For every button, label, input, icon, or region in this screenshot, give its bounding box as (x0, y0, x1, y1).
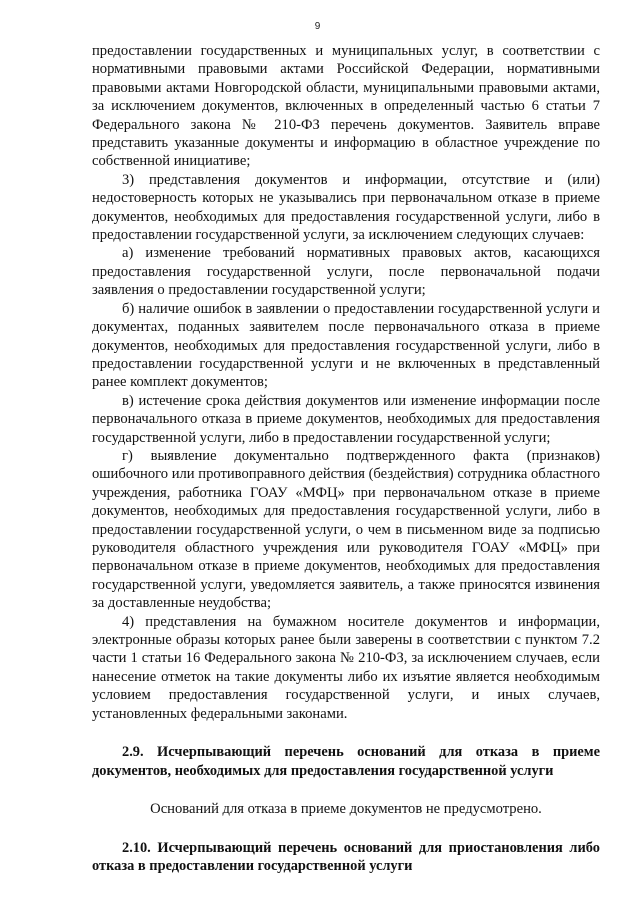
paragraph-subitem-g: г) выявление документально подтвержденного факта (признаков) ошибочного или противоправного действия (бездействия) сотрудника областного учреждения, работника ГОАУ «МФЦ» при первоначальном отказе в приеме документов, необходимых для предоставления государственной услуги, либо в предоставлении государственной услуги, о чем в письменном виде за подписью руководителя областного учреждения или руководителя ГОАУ «МФЦ» при первоначальном отказе в приеме документов, необходимых для предоставления государственной услуги, уведомляется заявитель, а также приносятся извинения за доставленные неудобства; (92, 447, 600, 612)
section-heading-2-9: 2.9. Исчерпывающий перечень оснований для отказа в приеме документов, необходимых для предоставления государственной услуги (92, 744, 600, 779)
paragraph-subitem-v: в) истечение срока действия документов или изменение информации после первоначального отказа в приеме документов, необходимых для предоставления государственной услуги, либо в предоставлении государственной услуги; (92, 392, 600, 446)
document-body (92, 42, 600, 876)
paragraph-subitem-a: а) изменение требований нормативных правовых актов, касающихся предоставления государственной услуги, после первоначальной подачи заявления о предоставлении государственной услуги; (92, 245, 600, 299)
page-number: 9 (314, 21, 321, 32)
paragraph-continuation: предоставлении государственных и муниципальных услуг, в соответствии с нормативными правовыми актами Российской Федерации, нормативными правовыми актами Новгородской области, муниципальными правовыми актами, за исключением документов, включенных в определенный частью 6 статьи 7 Федерального закона № 210-ФЗ перечень документов. Заявитель вправе представить указанные документы и информацию в областное учреждение по собственной инициативе; (92, 43, 600, 170)
spacer (92, 780, 600, 800)
paragraph-item-3: 3) представления документов и информации, отсутствие и (или) недостоверность которых не указывались при первоначальном отказе в приеме документов, необходимых для предоставления государственной услуги, либо в предоставлении государственной услуги, за исключением следующих случаев: (92, 171, 600, 244)
paragraph-subitem-b: б) наличие ошибок в заявлении о предоставлении государственной услуги и документах, поданных заявителем после первоначального отказа в приеме документов, необходимых для предоставления государственной услуги, либо в предоставлении государственной услуги и не включенных в представленный ранее комплект документов; (92, 300, 600, 391)
paragraph-item-4: 4) представления на бумажном носителе документов и информации, электронные образы которых ранее были заверены в соответствии с пунктом 7.2 части 1 статьи 16 Федерального закона № 210-ФЗ, за исключением случаев, если нанесение отметок на такие документы либо их изъятие является необходимым условием предоставления государственной услуги, и иных случаев, установленных федеральными законами. (92, 613, 600, 722)
spacer (92, 723, 600, 743)
section-text-2-9: Оснований для отказа в приеме документов не предусмотрено. (150, 801, 542, 818)
section-heading-2-10: 2.10. Исчерпывающий перечень оснований для приостановления либо отказа в предоставлении государственной услуги (92, 839, 600, 875)
spacer (92, 819, 600, 839)
